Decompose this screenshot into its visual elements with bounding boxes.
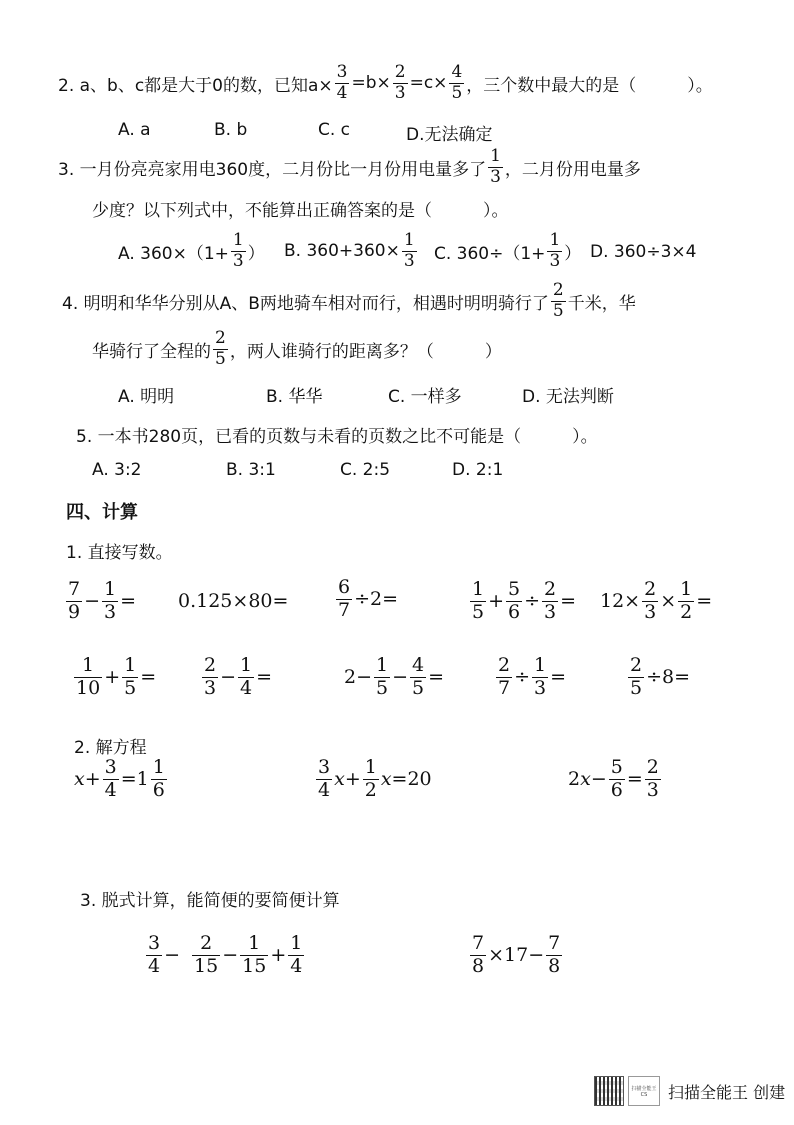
q4-option-c: C. 一样多 [388, 387, 462, 407]
direct-expr-5: 12× $\frac{2}{3}$ × $\frac{1}{2}$ = [600, 578, 713, 623]
q3-line2: 少度？以下列式中，不能算出正确答案的是（ ）。 [92, 201, 509, 221]
q3-option-b: B. 360+360× $\frac{1}{3}$ [284, 230, 415, 271]
q2-suffix: ，三个数中最大的是（ ）。 [466, 75, 713, 96]
q4-option-d: D. 无法判断 [522, 387, 614, 407]
q3-option-a: A. 360×（1+ $\frac{1}{3}$ ） [118, 230, 265, 271]
q5-option-b: B. 3:1 [226, 460, 276, 480]
q2-fraction-2: $\frac{2}{3}$ [394, 62, 406, 103]
q4-option-a: A. 明明 [118, 387, 175, 407]
q2-fraction-3: $\frac{4}{5}$ [451, 62, 463, 103]
step-calc-1: $\frac{3}{4}$ − $\frac{2}{15}$ − $\frac{1}{15}$ + $\frac{1}{4}$ [148, 932, 303, 977]
q2-prefix: 2. a、b、c都是大于0的数，已知a× [58, 75, 333, 96]
app-logo-icon: 扫描全能王 CS [628, 1076, 660, 1106]
direct-expr-8: 2− $\frac{1}{5}$ − $\frac{4}{5}$ = [344, 654, 445, 699]
direct-expr-9: $\frac{2}{7}$ ÷ $\frac{1}{3}$ = [498, 654, 567, 699]
watermark-text: 扫描全能王 创建 [668, 1082, 786, 1102]
direct-expr-3: $\frac{6}{7}$ ÷2= [338, 576, 399, 621]
question-4: 4. 明明和华华分别从A、B两地骑车相对而行，相遇时明明骑行了 $\frac{2}{5}$ 千米，华 [62, 280, 636, 321]
q4-fraction-1: $\frac{2}{5}$ [552, 280, 564, 321]
q5-option-c: C. 2:5 [340, 460, 391, 480]
q4-fraction-2: $\frac{2}{5}$ [215, 328, 226, 369]
q2-option-c: C. c [318, 120, 351, 140]
q3-option-d: D. 360÷3×4 [590, 242, 697, 262]
q4-option-b: B. 华华 [266, 387, 323, 407]
question-3 [58, 148, 641, 187]
q2-option-a: A. a [118, 120, 151, 140]
direct-expr-10: $\frac{2}{5}$ ÷8= [630, 654, 691, 699]
direct-expr-7: $\frac{2}{3}$ − $\frac{1}{4}$ = [204, 654, 273, 699]
equation-1: x + $\frac{3}{4}$ = 1 $\frac{1}{6}$ [74, 756, 165, 801]
equation-3: 2 x − $\frac{5}{6}$ = $\frac{2}{3}$ [568, 756, 659, 801]
q2-mid-2: =c× [409, 73, 448, 94]
q2-mid-1: =b× [351, 73, 391, 94]
direct-expr-1: $\frac{7}{9}$ − $\frac{1}{3}$ = [68, 578, 137, 623]
q4-line2: 华骑行了全程的 $\frac{2}{5}$ ，两人谁骑行的距离多？（ ） [92, 328, 502, 369]
sub-section-1-title: 1. 直接写数。 [66, 543, 173, 563]
q3-fraction: $\frac{1}{3}$ [490, 146, 501, 187]
sub-section-3-title: 3. 脱式计算，能简便的要简便计算 [80, 891, 340, 911]
scanner-watermark [594, 1076, 785, 1106]
q2-fraction-1: $\frac{3}{4}$ [336, 62, 348, 103]
q5-option-d: D. 2:1 [452, 460, 504, 480]
direct-expr-4: $\frac{1}{5}$ + $\frac{5}{6}$ ÷ $\frac{2}{3}$ = [472, 578, 577, 623]
direct-expr-2: 0.125×80= [178, 590, 289, 612]
question-5: 5. 一本书280页，已看的页数与未看的页数之比不可能是（ ）。 [76, 427, 598, 447]
q3-line1-b: ，二月份用电量多 [504, 159, 641, 180]
q2-option-b: B. b [214, 120, 248, 140]
q2-option-d: D.无法确定 [406, 125, 493, 145]
q3-option-c: C. 360÷（1+ $\frac{1}{3}$ ） [434, 230, 582, 271]
equation-2: $\frac{3}{4}$ x + $\frac{1}{2}$ x =20 [318, 756, 432, 801]
question-2 [58, 64, 713, 103]
q3-line1-a: 3. 一月份亮亮家用电360度，二月份比一月份用电量多了 [58, 159, 487, 180]
qr-code-icon [594, 1076, 624, 1106]
step-calc-2: $\frac{7}{8}$ ×17− $\frac{7}{8}$ [472, 932, 561, 977]
sub-section-2-title: 2. 解方程 [74, 738, 147, 758]
section-4-title: 四、计算 [66, 502, 138, 523]
direct-expr-6: $\frac{1}{10}$ + $\frac{1}{5}$ = [76, 654, 157, 699]
q5-option-a: A. 3:2 [92, 460, 142, 480]
